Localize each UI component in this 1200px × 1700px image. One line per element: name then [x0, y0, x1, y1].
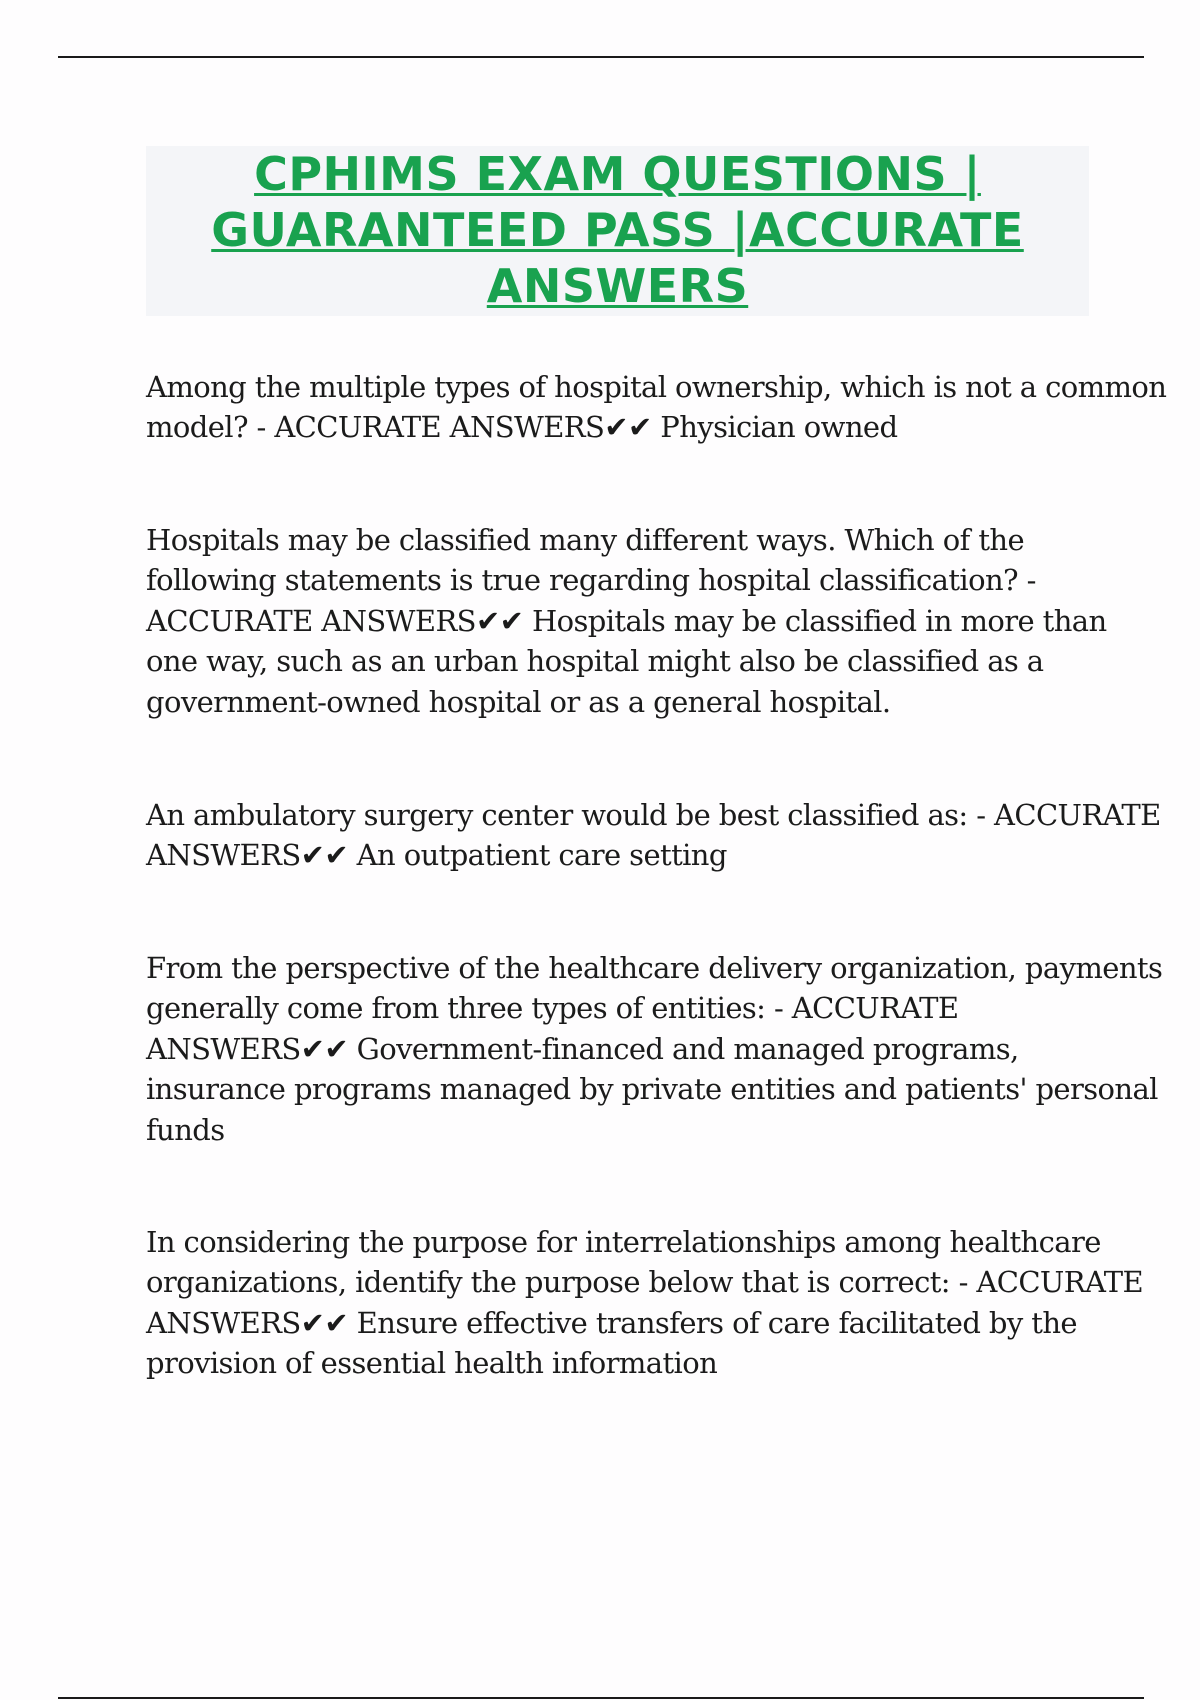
qa-line: ANSWERS✔✔ Government-financed and managed programs, [146, 1031, 1019, 1066]
qa-item-interrelationships [146, 1222, 1143, 1384]
title-line: CPHIMS EXAM QUESTIONS | [254, 147, 981, 201]
qa-item-ambulatory [146, 795, 1161, 876]
qa-item-payments [146, 948, 1162, 1150]
title-line: ANSWERS [486, 259, 749, 313]
qa-line: Among the multiple types of hospital ownership, which is not a common [146, 370, 1167, 404]
qa-item-ownership [146, 367, 1166, 448]
qa-line: From the perspective of the healthcare delivery organization, payments [146, 951, 1163, 985]
qa-line: An ambulatory surgery center would be best classified as: - ACCURATE [146, 798, 1161, 832]
qa-line: generally come from three types of entities: - ACCURATE [146, 991, 959, 1026]
qa-line: funds [146, 1112, 225, 1147]
bottom-divider [58, 1697, 1144, 1699]
page-title [146, 146, 1089, 314]
qa-line: ANSWERS✔✔ An outpatient care setting [146, 838, 727, 873]
qa-line: ACCURATE ANSWERS✔✔ Hospitals may be classified in more than [146, 603, 1107, 638]
qa-line: government-owned hospital or as a general hospital. [146, 684, 891, 719]
top-divider [58, 56, 1144, 58]
qa-line: insurance programs managed by private entities and patients' personal [146, 1072, 1158, 1107]
qa-line: In considering the purpose for interrelationships among healthcare [146, 1225, 1101, 1259]
qa-line: Hospitals may be classified many different ways. Which of the [146, 523, 1025, 557]
title-line: GUARANTEED PASS |ACCURATE [211, 203, 1024, 257]
qa-line: organizations, identify the purpose below that is correct: - ACCURATE [146, 1265, 1144, 1300]
qa-line: one way, such as an urban hospital might also be classified as a [146, 644, 1044, 679]
title-box [146, 146, 1089, 316]
qa-line: ANSWERS✔✔ Ensure effective transfers of care facilitated by the [146, 1305, 1077, 1340]
qa-line: model? - ACCURATE ANSWERS✔✔ Physician owned [146, 410, 898, 445]
qa-item-classification [146, 520, 1107, 722]
qa-line: provision of essential health information [146, 1346, 718, 1381]
qa-line: following statements is true regarding hospital classification? - [146, 563, 1036, 598]
